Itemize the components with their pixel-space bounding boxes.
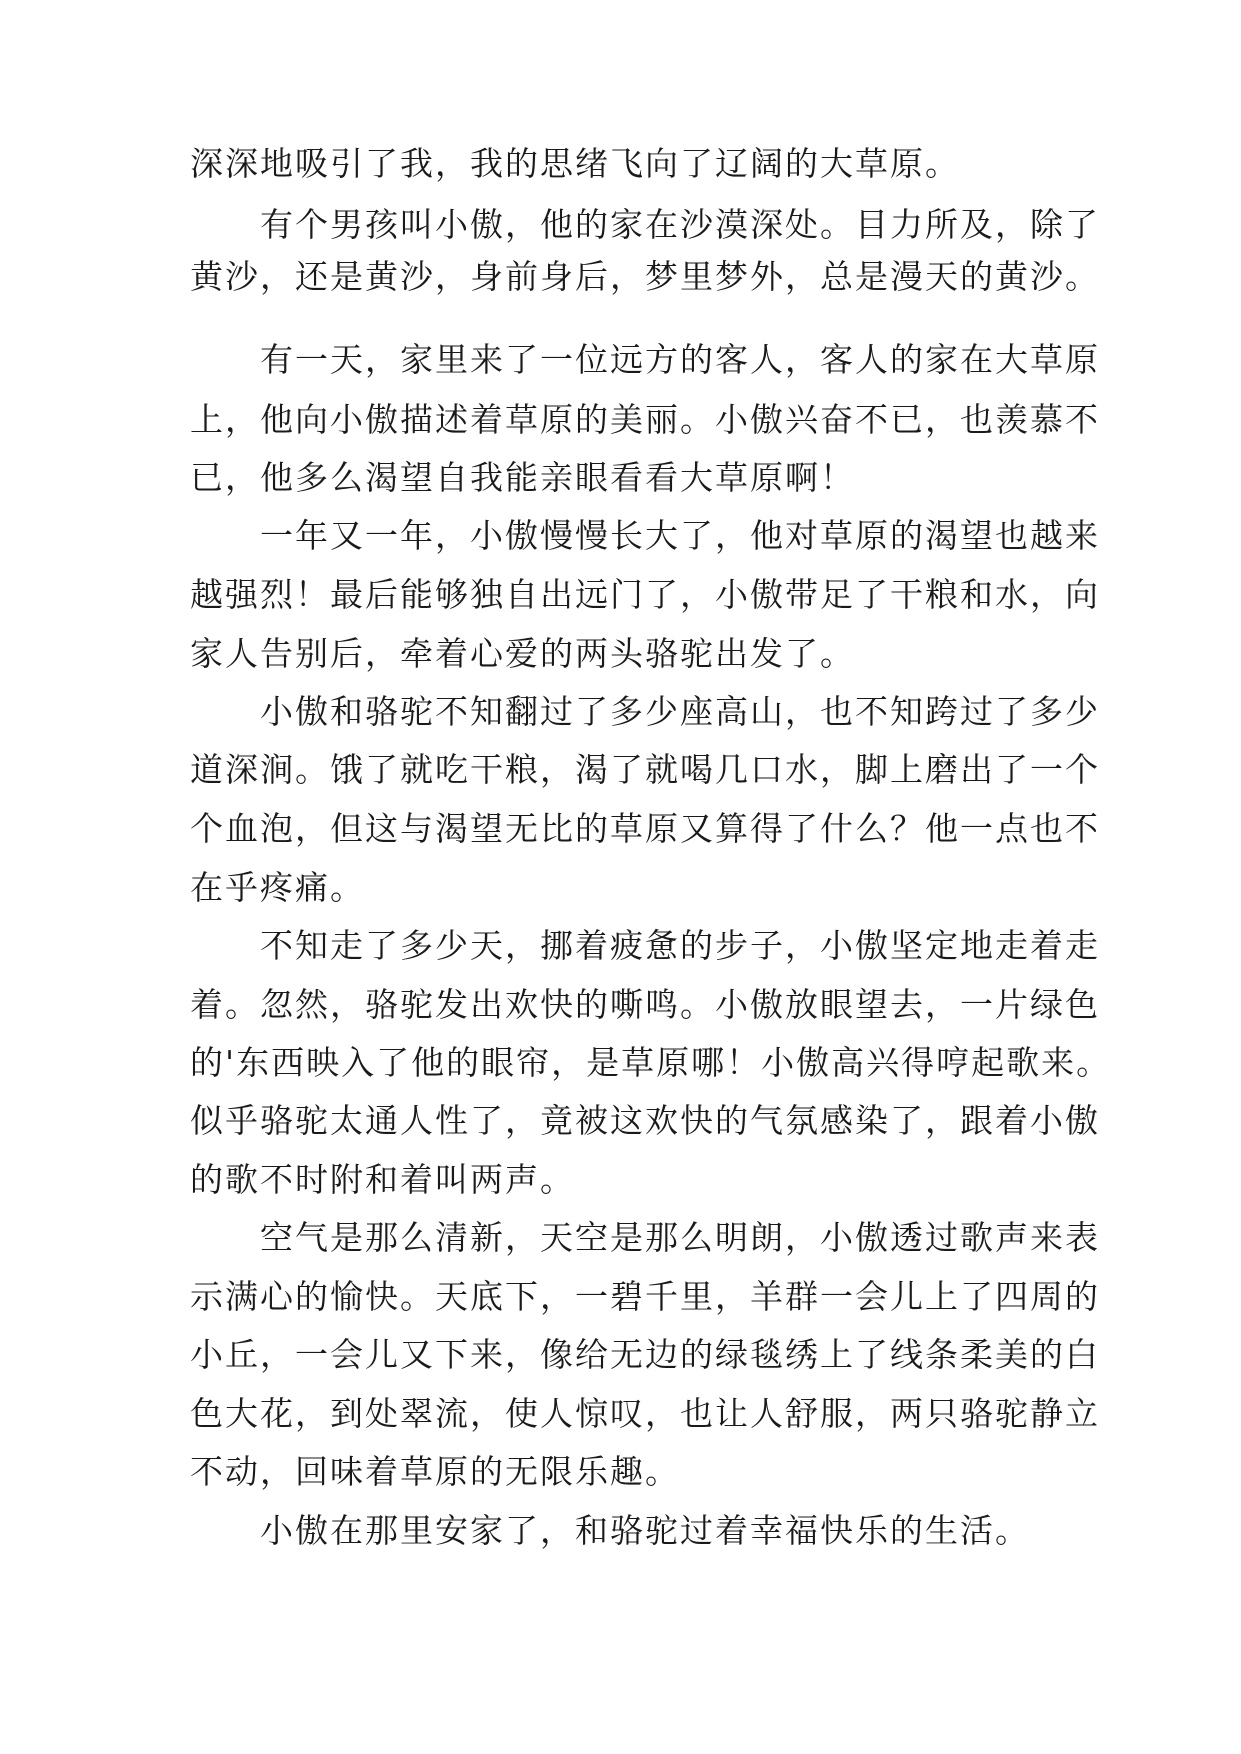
text-line: 不动，回味着草原的无限乐趣。 [190,1452,680,1491]
text-line: 黄沙，还是黄沙，身前身后，梦里梦外，总是漫天的黄沙。 [190,257,1100,296]
text-line: 在乎疼痛。 [190,868,365,907]
text-line: 道深涧。饿了就吃干粮，渴了就喝几口水，脚上磨出了一个 [190,750,1100,789]
text-line: 一年又一年，小傲慢慢长大了，他对草原的渴望也越来 [190,516,1100,555]
text-line: 有个男孩叫小傲，他的家在沙漠深处。目力所及，除了 [190,205,1100,244]
text-line: 小丘，一会儿又下来，像给无边的绿毯绣上了线条柔美的白 [190,1335,1100,1374]
text-line: 小傲在那里安家了，和骆驼过着幸福快乐的生活。 [190,1511,1030,1550]
text-line: 个血泡，但这与渴望无比的草原又算得了什么？他一点也不 [190,809,1100,848]
text-line: 不知走了多少天，挪着疲惫的步子，小傲坚定地走着走 [190,926,1100,965]
text-line: 小傲和骆驼不知翻过了多少座高山，也不知跨过了多少 [190,692,1100,731]
text-line: 的歌不时附和着叫两声。 [190,1160,575,1199]
text-line: 已，他多么渴望自我能亲眼看看大草原啊！ [190,458,855,497]
text-line: 深深地吸引了我，我的思绪飞向了辽阔的大草原。 [190,144,960,183]
text-line: 着。忽然，骆驼发出欢快的嘶鸣。小傲放眼望去，一片绿色 [190,985,1100,1024]
text-line: 上，他向小傲描述着草原的美丽。小傲兴奋不已，也羡慕不 [190,400,1100,439]
text-line: 家人告别后，牵着心爱的两头骆驼出发了。 [190,634,855,673]
text-line: 有一天，家里来了一位远方的客人，客人的家在大草原 [190,340,1100,379]
text-line: 的'东西映入了他的眼帘，是草原哪！小傲高兴得哼起歌来。 [190,1043,1112,1082]
text-line: 色大花，到处翠流，使人惊叹，也让人舒服，两只骆驼静立 [190,1394,1100,1433]
text-line: 越强烈！最后能够独自出远门了，小傲带足了干粮和水，向 [190,575,1100,614]
text-line: 似乎骆驼太通人性了，竟被这欢快的气氛感染了，跟着小傲 [190,1101,1100,1140]
text-line: 示满心的愉快。天底下，一碧千里，羊群一会儿上了四周的 [190,1277,1100,1316]
text-line: 空气是那么清新，天空是那么明朗，小傲透过歌声来表 [190,1218,1100,1257]
